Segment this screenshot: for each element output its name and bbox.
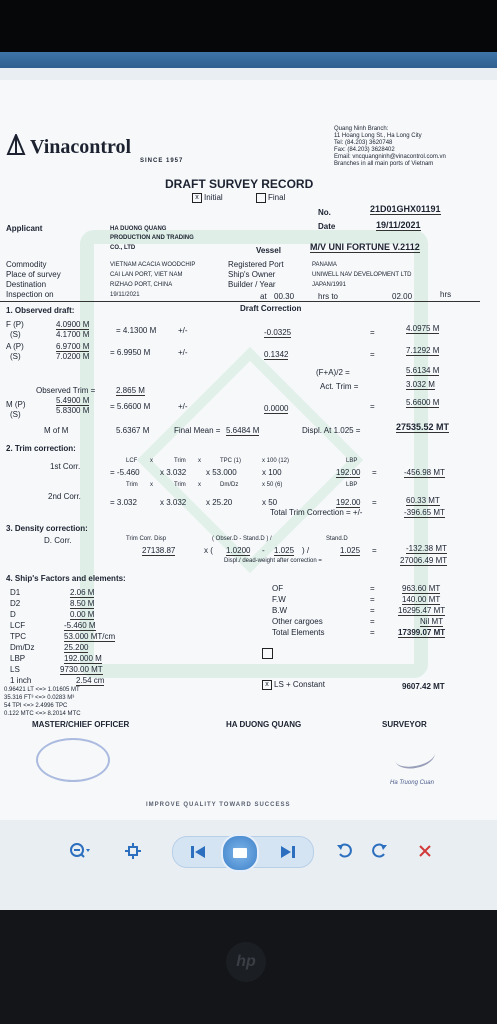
vessel-value: M/V UNI FORTUNE V.2112 (310, 242, 420, 252)
element-value: 963.60 MT (402, 584, 441, 593)
monitor-top-bezel (0, 0, 497, 52)
fs-label: (S) (10, 330, 21, 339)
settings-icon[interactable] (118, 838, 148, 864)
total-trim-label: Total Trim Correction = +/- (270, 508, 363, 517)
density-correction: -132.38 MT (406, 544, 447, 553)
f1-head: LCF (126, 458, 138, 464)
displacement-value: 27535.52 MT (396, 422, 450, 432)
second-correction-result: 60.33 MT (406, 496, 440, 505)
conversion-note: 54 TPI <=> 2.4996 TPC (4, 703, 68, 709)
trim-corr-disp-label: Trim Corr. Disp (126, 536, 167, 542)
owner-value: UNIWELL NAV DEVELOPMENT LTD (312, 272, 412, 278)
element-key: B.W (272, 606, 288, 615)
conversion-note: 0.122 MTC <=> 8.2014 MTC (4, 711, 81, 717)
trim-section-title: 2. Trim correction: (6, 444, 76, 453)
branch-line: Quang Ninh Branch: (334, 126, 389, 132)
as-value: 7.0200 M (56, 352, 90, 361)
place-value: CAI LAN PORT, VIET NAM (110, 272, 183, 278)
factor-key: LBP (10, 654, 26, 663)
f1-head: TPC (1) (220, 458, 241, 464)
m-result: 5.6600 M (406, 398, 440, 407)
a-result: 7.1292 M (406, 346, 440, 355)
at-label: at (260, 292, 267, 301)
f2-head: 50 (6) (266, 482, 283, 488)
no-label: No. (318, 208, 331, 217)
element-key: OF (272, 584, 284, 593)
element-value: 16295.47 MT (398, 606, 446, 615)
factor-value: 2.06 M (70, 588, 95, 597)
f2-val: 192.00 (336, 498, 361, 507)
standard-density: 1.025 (274, 546, 295, 555)
factor-value: 2.54 cm (76, 676, 105, 685)
mp-label: M (P) (6, 400, 26, 409)
destination-value: RIZHAO PORT, CHINA (110, 282, 173, 288)
surveyor-signature-label: SURVEYOR (382, 720, 427, 729)
commodity-value: VIETNAM ACACIA WOODCHIP (110, 262, 196, 268)
inspection-date: 19/11/2021 (110, 292, 140, 298)
element-key: F.W (272, 595, 286, 604)
draft-survey-document: Vinacontrol SINCE 1957 Quang Ninh Branch: 11 Hoang Long St., Ha Long City Tel: (84.203) 3620748 Fax: (84.203) 3628402 Email: vncquangninh@vinacontrol.com.vn Branches in all main ports of Vietnam DRAFT SURVEY RECORD x Initial Final No. 21D01GHX01191 Date 19/11/2021 Applicant HA DUONG QUANG PRODUCTION AND TRADING CO., LTD Vessel M/V UNI FORTUNE V.2112 Commodity VIETNAM ACACIA WOODCHIP Registered Port PANAMA Place of survey CAI LAN PORT, VIET NAM Ship's Owner UNIWELL NAV DEVELOPMENT LTD Destination RIZHAO PORT, CHINA Builder / Year JAPAN/1991 Inspection on 19/11/2021 at 00.30 hrs to 02.00 hrs 1. Observed draft: Draft Correction F (P) 4.0900 M (S) 4.1700 M = 4.1300 M +/- -0.0325 = 4.0975 M A (P) 6.9700 M (S) 7.0200 M = 6.9950 M +/- 0.1342 = 7.1292 M (F+A)/2 = 5.6134 M Observed Trim = 2.865 M Act. Trim = 3.032 M M (P) 5.4900 M (S) 5.8300 M = 5.6600 M +/- 0.0000 = 5.6600 M M of M 5.6367 M Final Mean = 5.6484 M Displ. At 1.025 = 27535.52 MT 2. Trim correction: 1st Corr. LCF x Trim x TPC (1) x 100 (12) LBP = -5.460 x 3.032 x 53.000 x 100 192.00 = -456.98 MT 2nd Corr. Trim x Trim x Dm/Dz x 50 (6) LBP = 3.032 x 3.032 x 25.20 x 50 192.00 = 60.33 MT Total Trim Correction = +/- -396.65 MT 3. Density correction: D. Corr. Trim Corr. Disp ( Obser.D - Stand.D ) / Stand.D 27138.87 x ( 1.0200 - 1.025 ) / 1.025 = -132.38 MT Displ./ dead-weight after correction = 27006.49 MT 4. Ship's Factors and elements: D1 2.06 M D2 8.50 M D 0.00 M LCF -5.460 M TPC 53.000 MT/cm Dm/Dz 25.200 LBP 192.000 M LS 9730.00 MT 1 inch 2.54 cm 0.96421 LT <=> 1.01605 MT 35.316 FT³ <=> 0.0283 M³ 54 TPI <=> 2.4996 TPC 0.122 MTC <=> 8.2014 MTC OF = 963.60 MT F.W = 140.00 MT B.W = 16295.47 MT Other cargoes = Nil MT Total Elements = 17399.07 MT x LS + Constant 9607.42 MT MASTER/CHIEF OFFICER HA DUONG QUANG SURVEYOR Ha Truong Cuan IMPROVE QUALITY TOWARD SUCCESS (0, 80, 497, 820)
registered-port-value: PANAMA (312, 262, 337, 268)
standard-density-divisor: 1.025 (340, 546, 361, 555)
factor-key: LS (10, 665, 20, 674)
f1-head: x 100 (12) (262, 458, 290, 464)
surveyor-signature (393, 742, 437, 772)
factor-key: TPC (10, 632, 26, 641)
record-date: 19/11/2021 (376, 220, 421, 230)
displacement-label: Displ. At 1.025 = (302, 426, 361, 435)
f2-val: 3.032 (116, 498, 137, 507)
observed-trim-value: 2.865 M (116, 386, 145, 395)
factor-value: 53.000 MT/cm (64, 632, 116, 641)
after-correction-value: 27006.49 MT (400, 556, 448, 565)
act-trim-label: Act. Trim = (320, 382, 359, 391)
company-logo-text: Vinacontrol (30, 136, 132, 158)
hp-logo: hp (226, 942, 266, 982)
factors-section-title: 4. Ship's Factors and elements: (6, 574, 126, 583)
element-value: 140.00 MT (402, 595, 441, 604)
f2-head: LBP (346, 482, 358, 488)
branch-line: Email: vncquangninh@vinacontrol.com.vn (334, 154, 446, 160)
builder-label: Builder / Year (228, 280, 276, 289)
element-value: Nil MT (420, 617, 444, 626)
viewer-toolbar (0, 824, 497, 880)
m-correction: 0.0000 (264, 404, 289, 413)
branch-line: Branches in all main ports of Vietnam (334, 161, 434, 167)
destination-label: Destination (6, 280, 47, 289)
m-of-m-label: M of M (44, 426, 69, 435)
f1-val: 3.032 (166, 468, 187, 477)
factor-value: 192.000 M (64, 654, 102, 663)
registered-port-label: Registered Port (228, 260, 284, 269)
final-checkbox: Final (256, 193, 285, 203)
date-label: Date (318, 222, 336, 231)
f2-head: Trim (126, 482, 138, 488)
ap-value: 6.9700 M (56, 342, 90, 351)
m-mean: 5.6600 M (116, 402, 151, 411)
act-trim-value: 3.032 M (406, 380, 435, 389)
element-key: Other cargoes (272, 617, 323, 626)
branch-line: Fax: (84.203) 3628402 (334, 147, 395, 153)
first-correction-result: -456.98 MT (404, 468, 445, 477)
conversion-note: 35.316 FT³ <=> 0.0283 M³ (4, 695, 75, 701)
f1-val: 192.00 (336, 468, 361, 477)
factor-value: 8.50 M (70, 599, 95, 608)
company-stamp (36, 738, 110, 782)
final-mean-value: 5.6484 M (226, 426, 260, 435)
hrs-to-label: hrs to (318, 292, 339, 301)
applicant-value: PRODUCTION AND TRADING (110, 235, 194, 241)
f1-val: 100 (268, 468, 282, 477)
observed-density: 1.0200 (226, 546, 251, 555)
factor-value: 25.200 (64, 643, 89, 652)
f-result: 4.0975 M (406, 324, 440, 333)
place-label: Place of survey (6, 270, 61, 279)
observed-trim-label: Observed Trim = (36, 386, 96, 395)
vessel-label: Vessel (256, 246, 281, 255)
fs-value: 4.1700 M (56, 330, 90, 339)
window-title-bar (0, 52, 497, 68)
delete-icon[interactable] (410, 838, 440, 864)
final-mean-label: Final Mean = (174, 426, 221, 435)
fa2-label: (F+A)/2 = (316, 368, 350, 377)
initial-checkbox: x Initial (192, 193, 223, 203)
observed-section-title: 1. Observed draft: (6, 306, 75, 315)
inspection-label: Inspection on (6, 290, 54, 299)
master-signature-label: MASTER/CHIEF OFFICER (32, 720, 130, 729)
a-mean: 6.9950 M (116, 348, 151, 357)
factor-value: 9730.00 MT (60, 665, 103, 674)
factor-key: D1 (10, 588, 21, 597)
slideshow-icon[interactable] (221, 834, 259, 872)
record-title: DRAFT SURVEY RECORD (165, 177, 314, 191)
ls-constant-checkbox: x LS + Constant (262, 680, 325, 690)
factor-key: LCF (10, 621, 26, 630)
conversion-note: 0.96421 LT <=> 1.01605 MT (4, 687, 80, 693)
divider (0, 301, 480, 302)
fp-value: 4.0900 M (56, 320, 90, 329)
factor-key: Dm/Dz (10, 643, 35, 652)
branch-line: 11 Hoang Long St., Ha Long City (334, 133, 422, 139)
factor-value: -5.460 M (64, 621, 96, 630)
density-section-title: 3. Density correction: (6, 524, 88, 533)
ls-constant-value: 9607.42 MT (402, 682, 445, 691)
ap-label: A (P) (6, 342, 24, 351)
f-mean: 4.1300 M (122, 326, 157, 335)
stand-head: Stand.D (326, 536, 348, 542)
next-icon[interactable] (273, 839, 303, 865)
company-since: SINCE 1957 (140, 158, 184, 164)
previous-icon[interactable] (183, 839, 213, 865)
f1-head: LBP (346, 458, 358, 464)
factor-value: 0.00 M (70, 610, 95, 619)
mp-value: 5.4900 M (56, 396, 90, 405)
rotate-left-icon[interactable] (330, 838, 360, 864)
slideshow-controls (172, 836, 314, 868)
total-elements-value: 17399.07 MT (398, 628, 446, 637)
builder-value: JAPAN/1991 (312, 282, 346, 288)
empty-checkbox (262, 648, 275, 659)
f2-head: Dm/Dz (220, 482, 239, 488)
f1-val: -5.460 (116, 468, 140, 477)
element-key: Total Elements (272, 628, 325, 637)
d-corr-label: D. Corr. (44, 536, 72, 545)
factor-key: D2 (10, 599, 21, 608)
rotate-right-icon[interactable] (364, 838, 394, 864)
draft-correction-header: Draft Correction (240, 304, 302, 313)
commodity-label: Commodity (6, 260, 47, 269)
ms-label: (S) (10, 410, 21, 419)
trim-corr-disp-value: 27138.87 (142, 546, 176, 555)
zoom-icon[interactable] (62, 838, 98, 864)
hrs-label: hrs (440, 290, 452, 299)
m-of-m-value: 5.6367 M (116, 426, 150, 435)
branch-line: Tel: (84.203) 3620748 (334, 140, 393, 146)
factor-key: D (10, 610, 16, 619)
start-time: 00.30 (274, 292, 295, 301)
f2-val: 50 (268, 498, 278, 507)
second-correction-label: 2nd Corr. (48, 492, 81, 501)
fa2-value: 5.6134 M (406, 366, 440, 375)
factor-key: 1 inch (10, 676, 32, 685)
applicant-label: Applicant (6, 224, 43, 233)
first-correction-label: 1st Corr. (50, 462, 81, 471)
f2-head: Trim (174, 482, 186, 488)
a-correction: 0.1342 (264, 350, 289, 359)
after-correction-label: Displ./ dead-weight after correction = (224, 558, 322, 564)
f2-val: 3.032 (166, 498, 187, 507)
fp-label: F (P) (6, 320, 24, 329)
record-number: 21D01GHX01191 (370, 204, 441, 214)
f-correction: -0.0325 (264, 328, 292, 337)
applicant-value: CO., LTD (110, 245, 136, 251)
ms-value: 5.8300 M (56, 406, 90, 415)
company-signature-label: HA DUONG QUANG (226, 720, 302, 729)
f2-val: 25.20 (212, 498, 233, 507)
as-label: (S) (10, 352, 21, 361)
footer-slogan: IMPROVE QUALITY TOWARD SUCCESS (146, 802, 291, 808)
f1-val: 53.000 (212, 468, 237, 477)
applicant-value: HA DUONG QUANG (110, 226, 167, 232)
surveyor-name: Ha Truong Cuan (390, 780, 434, 786)
f1-head: Trim (174, 458, 186, 464)
end-time: 02.00 (392, 292, 413, 301)
obser-head: ( Obser.D - Stand.D ) / (212, 536, 272, 542)
vinacontrol-logo-icon (6, 134, 26, 156)
owner-label: Ship's Owner (228, 270, 276, 279)
total-trim-correction: -396.65 MT (404, 508, 445, 517)
